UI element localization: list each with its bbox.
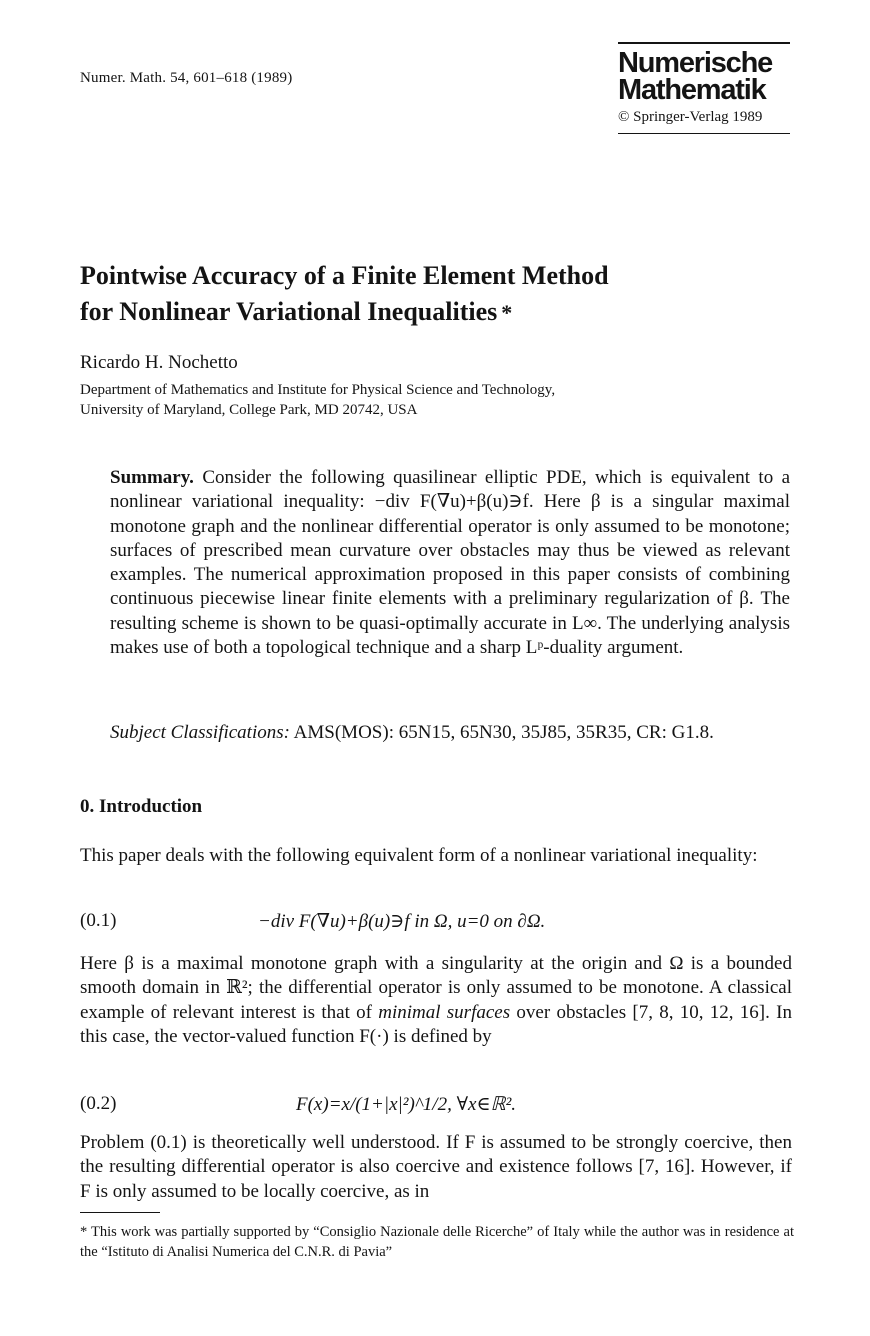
summary-paragraph: [110, 466, 790, 660]
equation-label-0-2: (0.2): [80, 1093, 117, 1114]
author-name: Ricardo H. Nochetto: [80, 352, 238, 373]
subject-codes: AMS(MOS): 65N15, 65N30, 35J85, 35R35, CR: G1.8.: [293, 722, 714, 743]
paper-title: [80, 258, 780, 331]
intro-paragraph-2: [80, 952, 792, 1049]
journal-name-line2: Mathematik: [618, 73, 766, 106]
subject-classifications: [110, 722, 714, 744]
section-heading: 0. Introduction: [80, 796, 203, 817]
masthead-bottom-rule: [618, 133, 790, 135]
journal-name-line1: Numerische: [618, 46, 773, 79]
journal-masthead: [618, 42, 790, 134]
para2-text-b: over obstacles [7, 8, 10, 12, 16]. In this case, the vector-valued function F(·) is defined by: [80, 1001, 792, 1047]
para2-emphasis: minimal surfaces: [378, 1001, 511, 1023]
publisher-copyright: © Springer-Verlag 1989: [618, 108, 763, 125]
intro-paragraph-1: This paper deals with the following equivalent form of a nonlinear variational inequality:: [80, 845, 758, 866]
equation-0-2: F(x)=x/(1+|x|²)^1/2, ∀x∈ℝ².: [296, 1094, 517, 1115]
affiliation-line1: Department of Mathematics and Institute for Physical Science and Technology,: [80, 382, 556, 398]
title-line1: Pointwise Accuracy of a Finite Element Method: [80, 261, 609, 290]
summary-label: Summary.: [110, 467, 194, 488]
journal-citation: Numer. Math. 54, 601–618 (1989): [80, 70, 293, 86]
footnote-rule: [80, 1212, 160, 1213]
equation-label-0-1: (0.1): [80, 910, 117, 931]
title-footnote-mark: *: [501, 300, 513, 325]
masthead-top-rule: [618, 42, 790, 44]
journal-name: [618, 46, 790, 106]
author-affiliation: [80, 380, 780, 420]
subject-label: Subject Classifications:: [110, 722, 290, 743]
equation-0-1: −div F(∇u)+β(u)∋f in Ω, u=0 on ∂Ω.: [258, 911, 546, 932]
affiliation-line2: University of Maryland, College Park, MD 20742, USA: [80, 402, 418, 418]
summary-text: Consider the following quasilinear elliptic PDE, which is equivalent to a nonlinear variational inequality: −div F(∇u)+β(u)∋f. Here β is a singular maximal monotone graph and the nonlinear differential operator is only assumed to be monotone; surfaces of prescribed mean curvature over obstacles may thus be viewed as relevant examples. The numerical approximation proposed in this paper consists of combining continuous piecewise linear finite elements with a preliminary regularization of β. The resulting scheme is shown to be quasi-optimally accurate in L∞. The underlying analysis makes use of both a topological technique and a sharp Lᵖ-duality argument.: [110, 467, 791, 659]
intro-paragraph-3: Problem (0.1) is theoretically well understood. If F is assumed to be strongly coercive, then the resulting differential operator is also coercive and existence follows [7, 16]. However, if F is only assumed to be locally coercive, as in: [80, 1132, 792, 1202]
title-line2: for Nonlinear Variational Inequalities: [80, 297, 498, 326]
para2-text-a: Here β is a maximal monotone graph with a singularity at the origin and Ω is a bounded smooth domain in ℝ²; the differential operator is only assumed to be monotone. A classical example of relevant interest is that of: [80, 953, 792, 1023]
footnote: * This work was partially supported by “Consiglio Nazionale delle Ricerche” of Italy while the author was in residence at the “Istituto di Analisi Numerica del C.N.R. di Pavia”: [80, 1224, 794, 1260]
